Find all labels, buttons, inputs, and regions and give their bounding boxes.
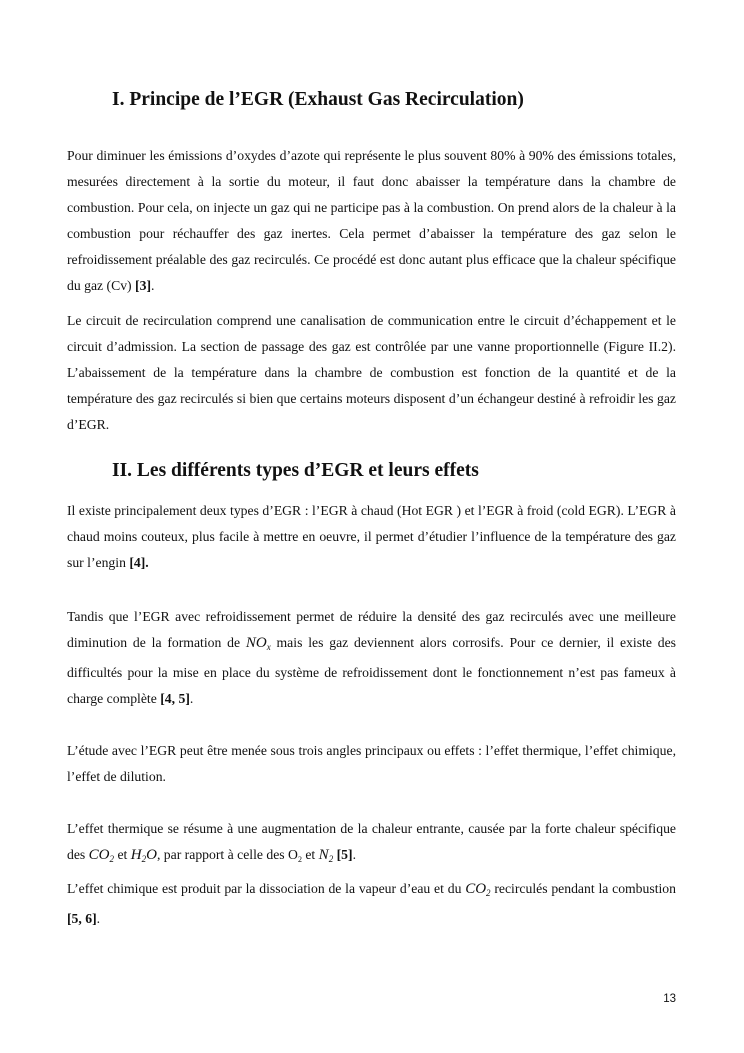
formula-nox: $NO_x$	[245, 635, 271, 652]
citation-ref: [4, 5]	[160, 691, 190, 706]
section-heading-2: II. Les différents types d’EGR et leurs effets	[112, 460, 479, 481]
paragraph-chemical-effect: L’effet chimique est produit par la dissociation de la vapeur d’eau et du $CO_2$ recirculés pendant la combustion [5, 6].	[67, 881, 676, 926]
citation-ref: [3]	[135, 278, 152, 293]
paragraph-recirculation-circuit: Le circuit de recirculation comprend une canalisation de communication entre le circuit d’échappement et le circuit d’admission. La section de passage des gaz est contrôlée par une vanne proportionnelle (Figure II.2). L’abaissement de la température dans la chambre de combustion est fonction de la quantité et de la température des gaz recirculés si bien que certains moteurs disposent d’un échangeur destiné à refroidir les gaz d’EGR.	[67, 313, 676, 432]
citation-ref: [5]	[336, 847, 353, 862]
formula-h2o: $H_2O$	[130, 847, 157, 864]
formula-n2: $N_2$	[318, 847, 334, 864]
paragraph-egr-principle: Pour diminuer les émissions d’oxydes d’azote qui représente le plus souvent 80% à 90% des émissions totales, mesurées directement à la sortie du moteur, il faut donc abaisser la température dans la chambre de combustion. Pour cela, on injecte un gaz qui ne participe pas à la combustion. On prend alors de la chaleur à la combustion pour réchauffer des gaz inertes. Cela permet d’abaisser la température des gaz selon le refroidissement préalable des gaz recirculés. Ce procédé est donc autant plus efficace que la chaleur spécifique du gaz (Cv) [3].	[67, 148, 676, 293]
paragraph-egr-types: Il existe principalement deux types d’EGR : l’EGR à chaud (Hot EGR ) et l’EGR à froid (cold EGR). L’EGR à chaud moins couteux, plus facile à mettre en oeuvre, il permet d’étudier l’influence de la température des gaz sur l’engin [4].	[67, 503, 676, 570]
section-heading-1: I. Principe de l’EGR (Exhaust Gas Recirculation)	[112, 89, 524, 110]
paragraph-egr-effects: L’étude avec l’EGR peut être menée sous trois angles principaux ou effets : l’effet thermique, l’effet chimique, l’effet de dilution.	[67, 743, 676, 784]
formula-co2: $CO_2$	[88, 847, 115, 864]
paragraph-thermal-effect: L’effet thermique se résume à une augmentation de la chaleur entrante, causée par la forte chaleur spécifique des $CO_2$ et $H_2O$, par rapport à celle des $O_2$ et $N_2$ [5].	[67, 821, 676, 864]
paragraph-cooled-egr: Tandis que l’EGR avec refroidissement permet de réduire la densité des gaz recirculés avec une meilleure diminution de la formation de $NO_x$ mais les gaz deviennent alors corrosifs. Pour ce dernier, il existe des difficultés pour la mise en place du système de refroidissement dont le fonctionnement n’est pas fameux à charge complète [4, 5].	[67, 609, 676, 706]
page-number: 13	[663, 993, 676, 1005]
citation-ref: [4].	[129, 555, 149, 570]
formula-co2: $CO_2$	[465, 881, 491, 898]
citation-ref: [5, 6]	[67, 911, 97, 926]
